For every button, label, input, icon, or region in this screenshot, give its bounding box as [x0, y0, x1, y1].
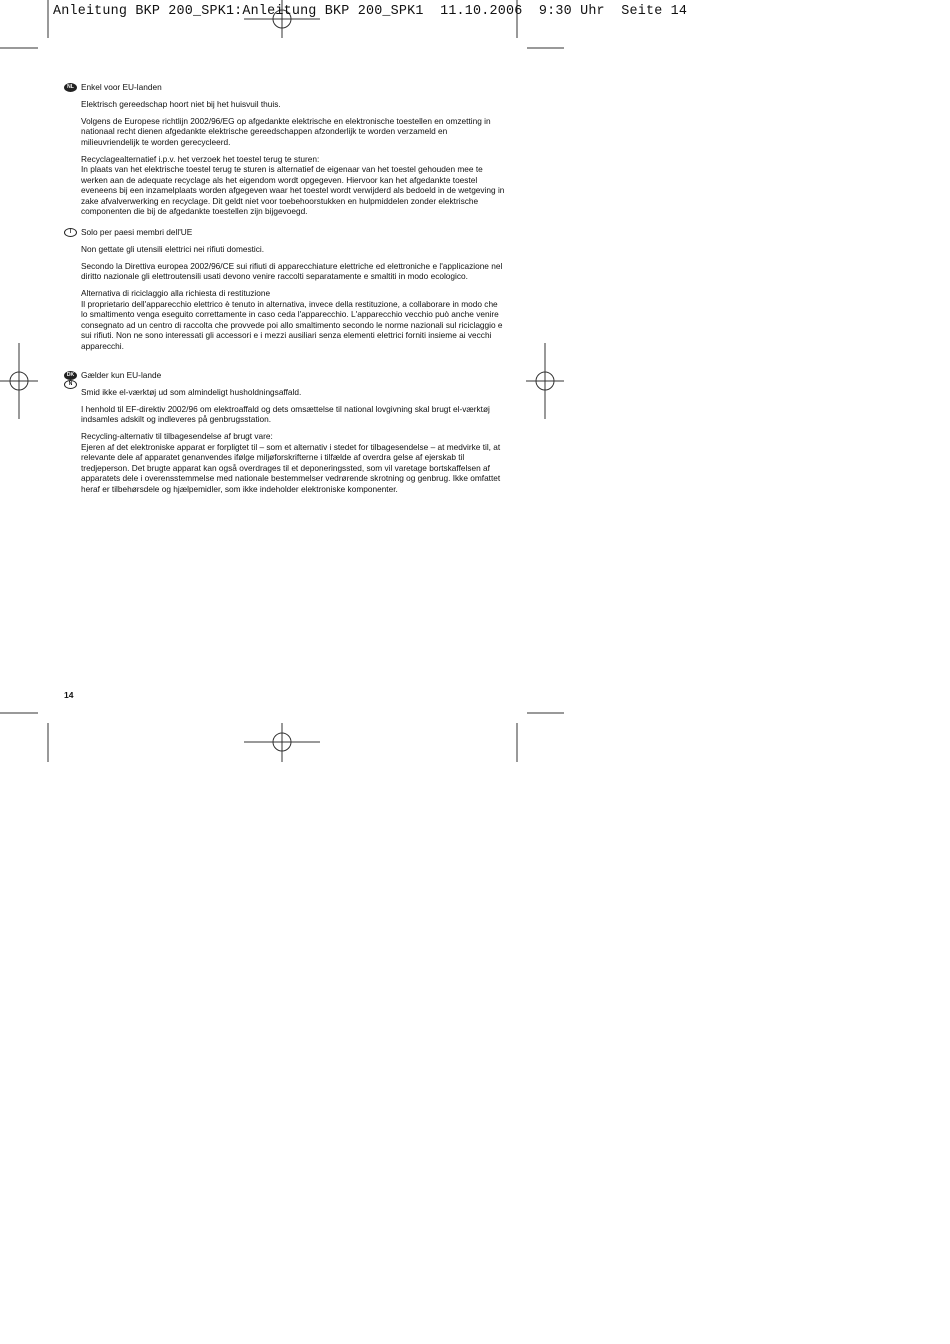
section-it-paragraph-2: Secondo la Direttiva europea 2002/96/CE sui rifiuti di apparecchiature elettriche ed elettroniche e l'applicazione nel diritto nazionale gli elettroutensili usati devono venire raccolti separatamente e smaltiti in modo ecologico.	[81, 260, 503, 282]
section-it-paragraph-3: Alternativa di riciclaggio alla richiesta di restituzione Il proprietario dell'apparecchio elettrico è tenuto in alternativa, invece della restituzione, a collaborare in modo che lo smaltimento venga eseguito correttamente in caso ceda l'apparecchio. L'apparecchio vecchio può anche venire consegnato ad un centro di raccolta che provvede poi allo smaltimento secondo le norme nazionali sul riciclaggio e sui rifiuti. Non ne sono interessati gli accessori e i mezzi ausiliari senza elementi elettrici forniti insieme ai vecchi apparecchi.	[81, 288, 503, 351]
section-it-paragraph-1: Non gettate gli utensili elettrici nei rifiuti domestici.	[81, 243, 265, 254]
section-nl-heading: Enkel voor EU-landen	[81, 82, 162, 92]
section-nl-text	[81, 82, 506, 223]
section-dk-paragraph-2: I henhold til EF-direktiv 2002/96 om elektroaffald og dets omsættelse til national lovgivning skal brugt el-værktøj indsamles adskilt og indleveres på genbrugsstation.	[81, 403, 490, 425]
section-nl-paragraph-2: Volgens de Europese richtlijn 2002/96/EG op afgedankte elektrische en elektronische toestellen en omzetting in nationaal recht dienen afgedankte elektrische gereedschappen afzonderlijk te worden verzameld en milieuvriendelijk te worden gerecycleerd.	[81, 115, 491, 147]
registration-mark-left	[0, 343, 38, 419]
registration-mark-right	[526, 343, 564, 419]
nl-flag-icon: NL	[64, 83, 77, 92]
section-it-heading: Solo per paesi membri dell'UE	[81, 227, 193, 237]
section-nl-paragraph-3: Recyclagealternatief i.p.v. het verzoek het toestel terug te sturen: In plaats van het elektrische toestel terug te sturen is alternatief de eigenaar van het toestel gehouden mee te werken aan de adequate recyclage als het eigendom wordt opgegeven. Hiervoor kan het afgedankte toestel eveneens bij een inzamelplaats worden afgegeven waar het toestel wordt verwijderd als bedoeld in de wetgeving in zake afvalverwerking en recyclage. Dit geldt niet voor toebehoorstukken en hulpmiddelen zonder elektrische componenten die bij de afgedankte toestellen zijn bijgevoegd.	[81, 153, 505, 217]
it-flag-icon: I	[64, 228, 77, 237]
section-dk-heading: Gælder kun EU-lande	[81, 370, 162, 380]
section-nl-paragraph-1: Elektrisch gereedschap hoort niet bij het huisvuil thuis.	[81, 98, 281, 109]
section-dk-text	[81, 370, 506, 501]
section-dk-paragraph-1: Smid ikke el-værktøj ud som almindeligt husholdningsaffald.	[81, 386, 302, 397]
page-number: 14	[64, 690, 74, 700]
registration-mark-bottom	[244, 723, 320, 762]
section-dk-paragraph-3: Recycling-alternativ til tilbagesendelse af brugt vare: Ejeren af det elektroniske apparat er forpligtet til – som et alternativ i stedet for tilbagesendelse – at medvirke til, at relevante dele af apparatet genanvendes ifølge miljøforskrifterne i tilfælde af overdra gelse af ejerskab til tredjeperson. Det brugte apparat kan også overdrages til et deponeringssted, som vil varetage bortskaffelsen af apparatets dele i overensstemmelse med nationale bestemmelser vedrørende skrotning og genbrug. Ikke omfattet heraf er tilbehørsdele og hjælpemidler, som ikke indeholder elektroniske komponenter.	[81, 431, 501, 494]
dk-flag-icon: DK	[64, 371, 77, 380]
section-it-text	[81, 227, 506, 358]
n-flag-icon: N	[64, 380, 77, 389]
print-slug-header: Anleitung BKP 200_SPK1:Anleitung BKP 200_SPK1 11.10.2006 9:30 Uhr Seite 14	[53, 4, 688, 19]
